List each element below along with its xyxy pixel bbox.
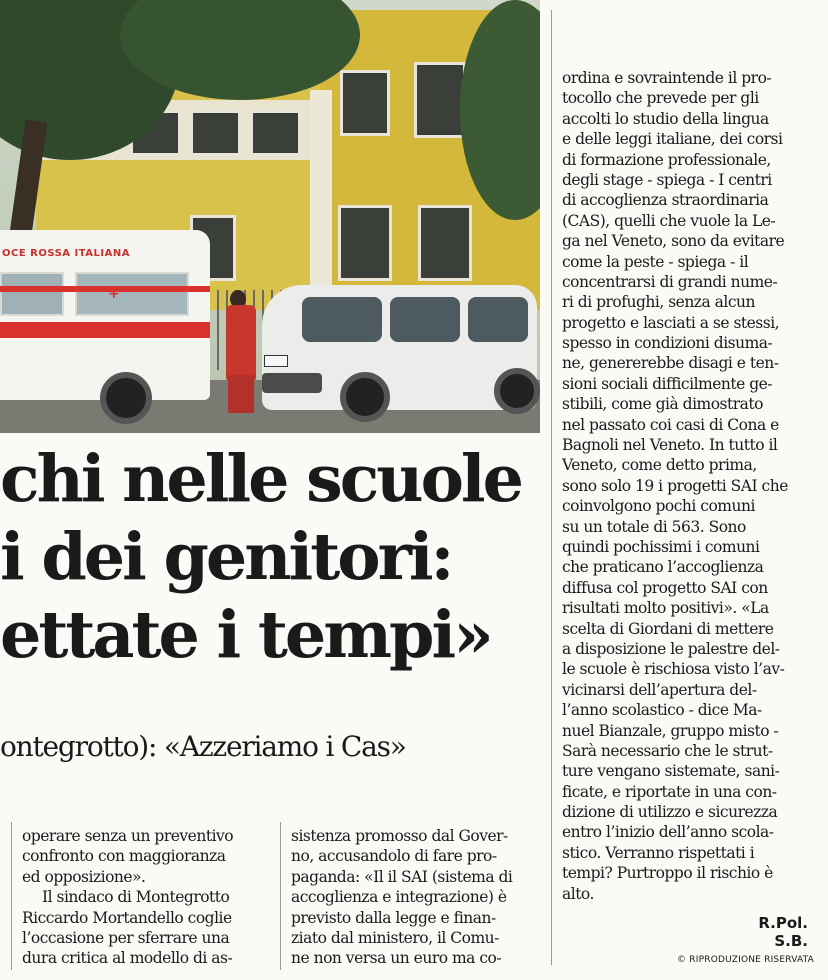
text-line: ri di profughi, senza alcun	[562, 293, 755, 312]
column-divider-right	[551, 10, 552, 965]
text-line: accoglienza e integrazione) è	[291, 888, 507, 907]
text-line: stibili, come già dimostrato	[562, 395, 763, 414]
text-line: ed opposizione».	[22, 867, 146, 886]
headline-line-2: i dei genitori:	[0, 519, 452, 595]
text-line: dura critica al modello di as-	[22, 949, 233, 968]
text-line: Sarà necessario che le strut-	[562, 741, 773, 760]
text-line: diffusa col progetto SAI con	[562, 578, 768, 597]
text-line: confronto con maggioranza	[22, 847, 226, 866]
text-line: a disposizione le palestre del-	[562, 639, 780, 658]
text-line: le scuole è rischiosa visto l’av-	[562, 660, 785, 679]
text-line: ga nel Veneto, sono da evitare	[562, 232, 785, 251]
text-line: vicinarsi dell’apertura del-	[562, 680, 757, 699]
text-line: di formazione professionale,	[562, 150, 771, 169]
author-1: R.Pol.	[758, 914, 808, 932]
text-line: Bagnoli nel Veneto. In tutto il	[562, 436, 778, 455]
text-line: tocollo che prevede per gli	[562, 89, 759, 108]
text-line: come la peste - spiega - il	[562, 252, 749, 271]
author-2: S.B.	[774, 932, 808, 950]
headline-line-1: chi nelle scuole	[0, 441, 521, 517]
text-line: che praticano l’accoglienza	[562, 558, 764, 577]
text-line: (CAS), quelli che vuole la Le-	[562, 211, 776, 230]
text-line: sioni sociali difficilmente ge-	[562, 374, 773, 393]
text-line: previsto dalla legge e finan-	[291, 908, 496, 927]
text-line: sono solo 19 i progetti SAI che	[562, 476, 788, 495]
text-line: sistenza promosso dal Gover-	[291, 827, 508, 845]
text-line: ficate, e riportate in una con-	[562, 782, 777, 801]
copyright-notice: © RIPRODUZIONE RISERVATA	[677, 955, 814, 965]
ambulance-label: OCE ROSSA ITALIANA	[2, 248, 130, 259]
column-divider-left	[11, 822, 12, 970]
red-cross-volunteer	[226, 305, 256, 380]
text-line: l’occasione per sferrare una	[22, 928, 230, 947]
headline-line-3: ettate i tempi»	[0, 597, 491, 673]
text-line: ziato dal ministero, il Comu-	[291, 928, 499, 947]
text-line: su un totale di 563. Sono	[562, 517, 746, 536]
article-photo	[0, 0, 540, 433]
column-right	[562, 68, 812, 904]
text-line: dizione di utilizzo e sicurezza	[562, 803, 778, 822]
text-line: spesso in condizioni disuma-	[562, 334, 773, 353]
text-line: alto.	[562, 884, 594, 903]
text-line: no, accusandolo di fare pro-	[291, 847, 497, 866]
text-line: entro l’inizio dell’anno scola-	[562, 823, 774, 842]
text-line: di accoglienza straordinaria	[562, 191, 769, 210]
text-line: e delle leggi italiane, dei corsi	[562, 130, 783, 149]
text-line: tempi? Purtroppo il rischio è	[562, 864, 773, 883]
text-line: progetto e lasciati a se stessi,	[562, 313, 780, 332]
text-line: concentrarsi di grandi nume-	[562, 272, 778, 291]
text-line: accolti lo studio della lingua	[562, 109, 769, 128]
text-line: ture vengano sistemate, sani-	[562, 762, 780, 781]
column-left	[22, 826, 272, 969]
ambulance-wheel	[100, 372, 152, 424]
text-line: operare senza un preventivo	[22, 827, 234, 845]
text-line: degli stage - spiega - I centri	[562, 170, 772, 189]
text-line: paganda: «Il il SAI (sistema di	[291, 867, 513, 886]
author-signature	[758, 914, 808, 950]
text-line: ne non versa un euro ma co-	[291, 949, 502, 968]
headline	[0, 440, 545, 674]
text-line: risultati molto positivi». «La	[562, 599, 769, 618]
text-line: stico. Verranno rispettati i	[562, 843, 755, 862]
text-line: ne, genererebbe disagi e ten-	[562, 354, 779, 373]
text-line: nel passato coi casi di Cona e	[562, 415, 779, 434]
column-middle	[291, 826, 541, 969]
text-line: quindi pochissimi i comuni	[562, 537, 760, 556]
text-line: nuel Bianzale, gruppo misto -	[562, 721, 779, 740]
text-line: Riccardo Mortandello coglie	[22, 908, 232, 927]
text-line: l’anno scolastico - dice Ma-	[562, 701, 762, 720]
red-cross-icon: +	[108, 286, 120, 302]
subheadline: ontegrotto): «Azzeriamo i Cas»	[0, 730, 406, 763]
column-divider-mid	[280, 822, 281, 970]
text-line: coinvolgono pochi comuni	[562, 497, 755, 516]
text-line: scelta di Giordani di mettere	[562, 619, 774, 638]
text-line: Veneto, come detto prima,	[562, 456, 757, 475]
van-wheel	[340, 372, 390, 422]
text-line: Il sindaco di Montegrotto	[42, 888, 230, 907]
ambulance	[0, 230, 210, 400]
text-line: ordina e sovraintende il pro-	[562, 69, 772, 87]
van-wheel-rear	[494, 368, 540, 414]
